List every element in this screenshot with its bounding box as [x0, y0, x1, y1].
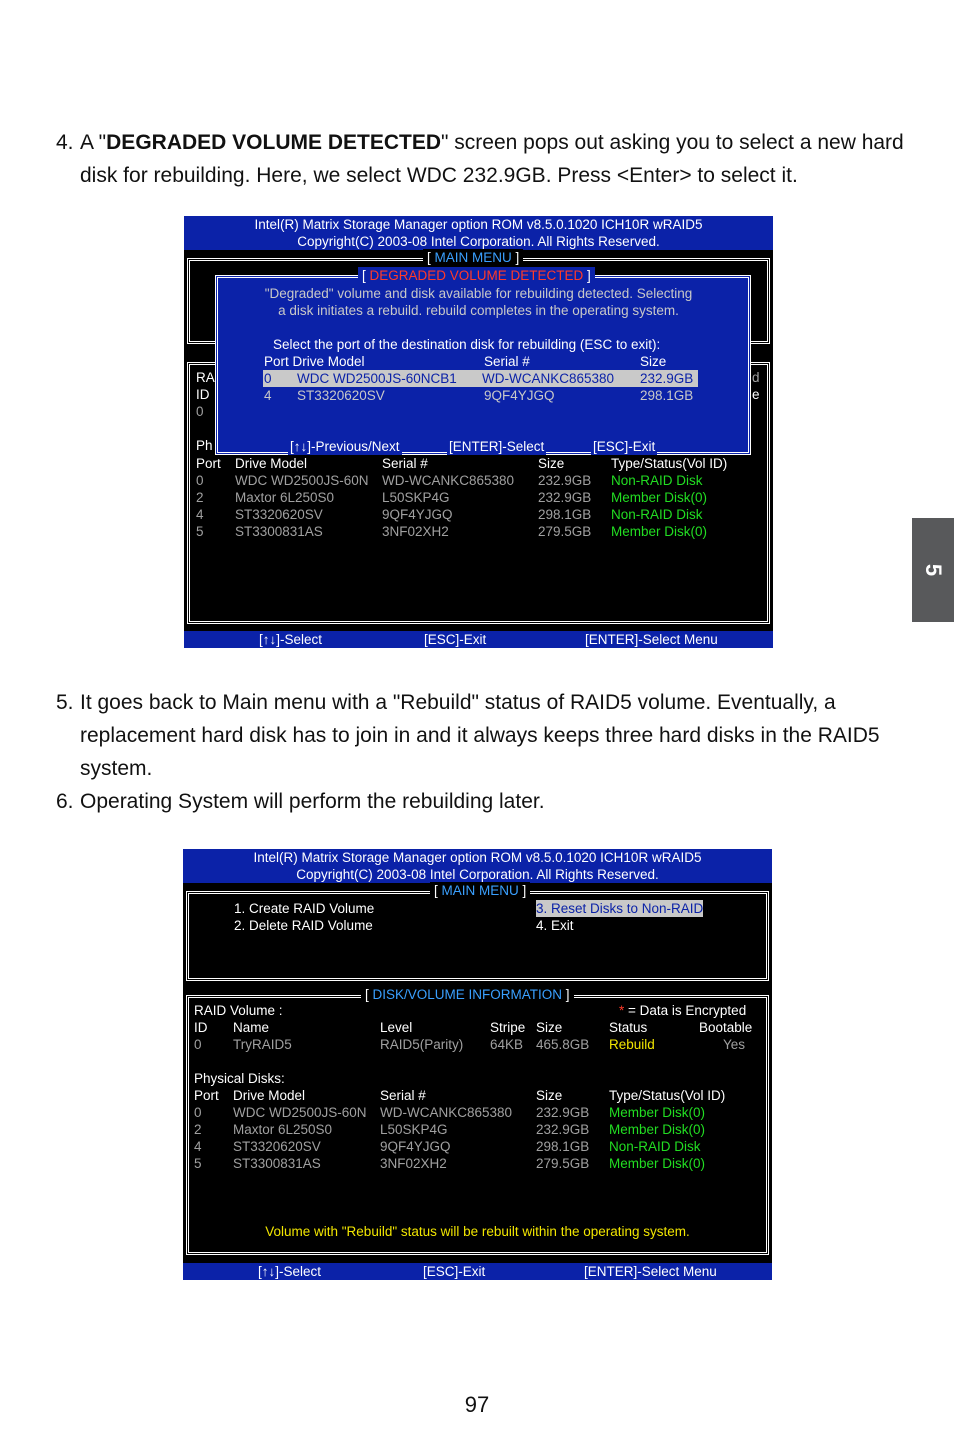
- rebuild-status: Rebuild: [609, 1037, 655, 1052]
- col-serial: Serial #: [382, 456, 428, 471]
- col-port: Port: [196, 456, 221, 471]
- col-model: Drive Model: [235, 456, 308, 471]
- step-number: 4.: [56, 131, 74, 154]
- step-5: 5. It goes back to Main menu with a "Rebuild" status of RAID5 volume. Eventually, a replacement hard disk has to join in and it always keeps three hard disks in the RAID5 system.: [56, 691, 880, 780]
- step-4: 4. A "DEGRADED VOLUME DETECTED" screen pops out asking you to select a new hard disk for rebuilding. Here, we select WDC 232.9GB. Press <Enter> to select it.: [56, 126, 916, 192]
- encrypted-legend: * = Data is Encrypted: [619, 1003, 747, 1018]
- rebuild-note: Volume with "Rebuild" status will be rebuilt within the operating system.: [265, 1224, 690, 1239]
- info-title: [ DISK/VOLUME INFORMATION ]: [361, 986, 574, 1003]
- step-6: 6. Operating System will perform the rebuilding later.: [56, 790, 545, 813]
- bios-screen-main-menu: Intel(R) Matrix Storage Manager option ROM v8.5.0.1020 ICH10R wRAID5 Copyright(C) 2003-08 Intel Corporation. All Rights Reserved. [ MAIN MENU ] 1. Create RAID Volume 2. Delete RAID Volume 3. Reset Disks to Non-RAID 4. Exit [ DISK/VOLUME INFORMATION ] RAID Volume : * = Data is Encrypted ID Name Level Stripe Size Status Bootable 0 TryRAID5 RAID5(Parity) 64KB 465.8GB Rebuild Yes Physical Disks: Port Drive Model Serial # Size Type/Status(Vol ID) 0 WDC WD2500JS-60N WD-WCANKC865380 232.9GB Member Disk(0) 2 Maxtor 6L250S0 L50SKP4G 232.9GB Member Disk(0) 4 ST3320620SV 9QF4YJGQ 298.1GB Non-RAID Disk 5 ST3300831AS 3NF02XH2 279.5GB Member Disk(0) Volume with "Rebuild" status will be rebuilt within the operating system. [↑↓]-Select [ESC]-Exit [ENTER]-Select Menu: [183, 849, 772, 1280]
- bios-header: Intel(R) Matrix Storage Manager option ROM v8.5.0.1020 ICH10R wRAID5 Copyright(C) 2003-08 Intel Corporation. All Rights Reserved.: [183, 849, 772, 883]
- bios-screen-degraded: Intel(R) Matrix Storage Manager option ROM v8.5.0.1020 ICH10R wRAID5 Copyright(C) 2003-08 Intel Corporation. All Rights Reserved. [ MAIN MENU ] RA ID 0 Ph d e Port Drive Model Serial # Size Type/Status(Vol ID) 0 WDC WD2500JS-60N WD-WCANKC865380 232.9GB Non-RAID Disk 2 Maxtor 6L250S0 L50SKP4G 232.9GB Member Disk(0) 4 ST3320620SV 9QF4YJGQ 298.1GB Non-RAID Disk 5 ST3300831AS 3NF02XH2 279.5GB Member Disk(0) [ DEGRADED VOLUME DETECTED ] "Degraded" volume and disk available for rebuilding detected. Selecting a disk initiates a rebuild. rebuild completes in the operating system. Select the port of the destination disk for rebuilding (ESC to exit): Port Drive Model Serial # Size 0 WDC WD2500JS-60NCB1 WD-WCANKC865380 232.9GB 4 ST3320620SV 9QF4YJGQ 298.1GB [↑↓]-Previous/Next [ENTER]-Select [ESC]-Exit [↑↓]-Select [ESC]-Exit [ENTER]-Select Menu: [184, 216, 773, 648]
- col-type: Type/Status(Vol ID): [611, 456, 728, 471]
- menu-reset-disks[interactable]: 3. Reset Disks to Non-RAID: [536, 901, 704, 916]
- degraded-title: DEGRADED VOLUME DETECTED: [106, 131, 441, 154]
- main-menu-title: [ MAIN MENU ]: [423, 249, 523, 266]
- bios-header: Intel(R) Matrix Storage Manager option ROM v8.5.0.1020 ICH10R wRAID5 Copyright(C) 2003-08 Intel Corporation. All Rights Reserved.: [184, 216, 773, 250]
- col-size: Size: [538, 456, 565, 471]
- dialog-footer: [↑↓]-Previous/Next: [290, 439, 400, 454]
- main-menu-title: [ MAIN MENU ]: [430, 882, 530, 899]
- page-number: 97: [464, 1392, 490, 1417]
- chapter-tab: 5: [912, 518, 954, 622]
- dialog-title: [ DEGRADED VOLUME DETECTED ]: [358, 267, 595, 284]
- menu-exit[interactable]: 4. Exit: [536, 918, 574, 933]
- menu-create-raid[interactable]: 1. Create RAID Volume: [234, 901, 375, 916]
- bios-footer: [↑↓]-Select [ESC]-Exit [ENTER]-Select Menu: [183, 1263, 772, 1280]
- menu-delete-raid[interactable]: 2. Delete RAID Volume: [234, 918, 373, 933]
- bios-footer: [↑↓]-Select [ESC]-Exit [ENTER]-Select Menu: [184, 631, 773, 648]
